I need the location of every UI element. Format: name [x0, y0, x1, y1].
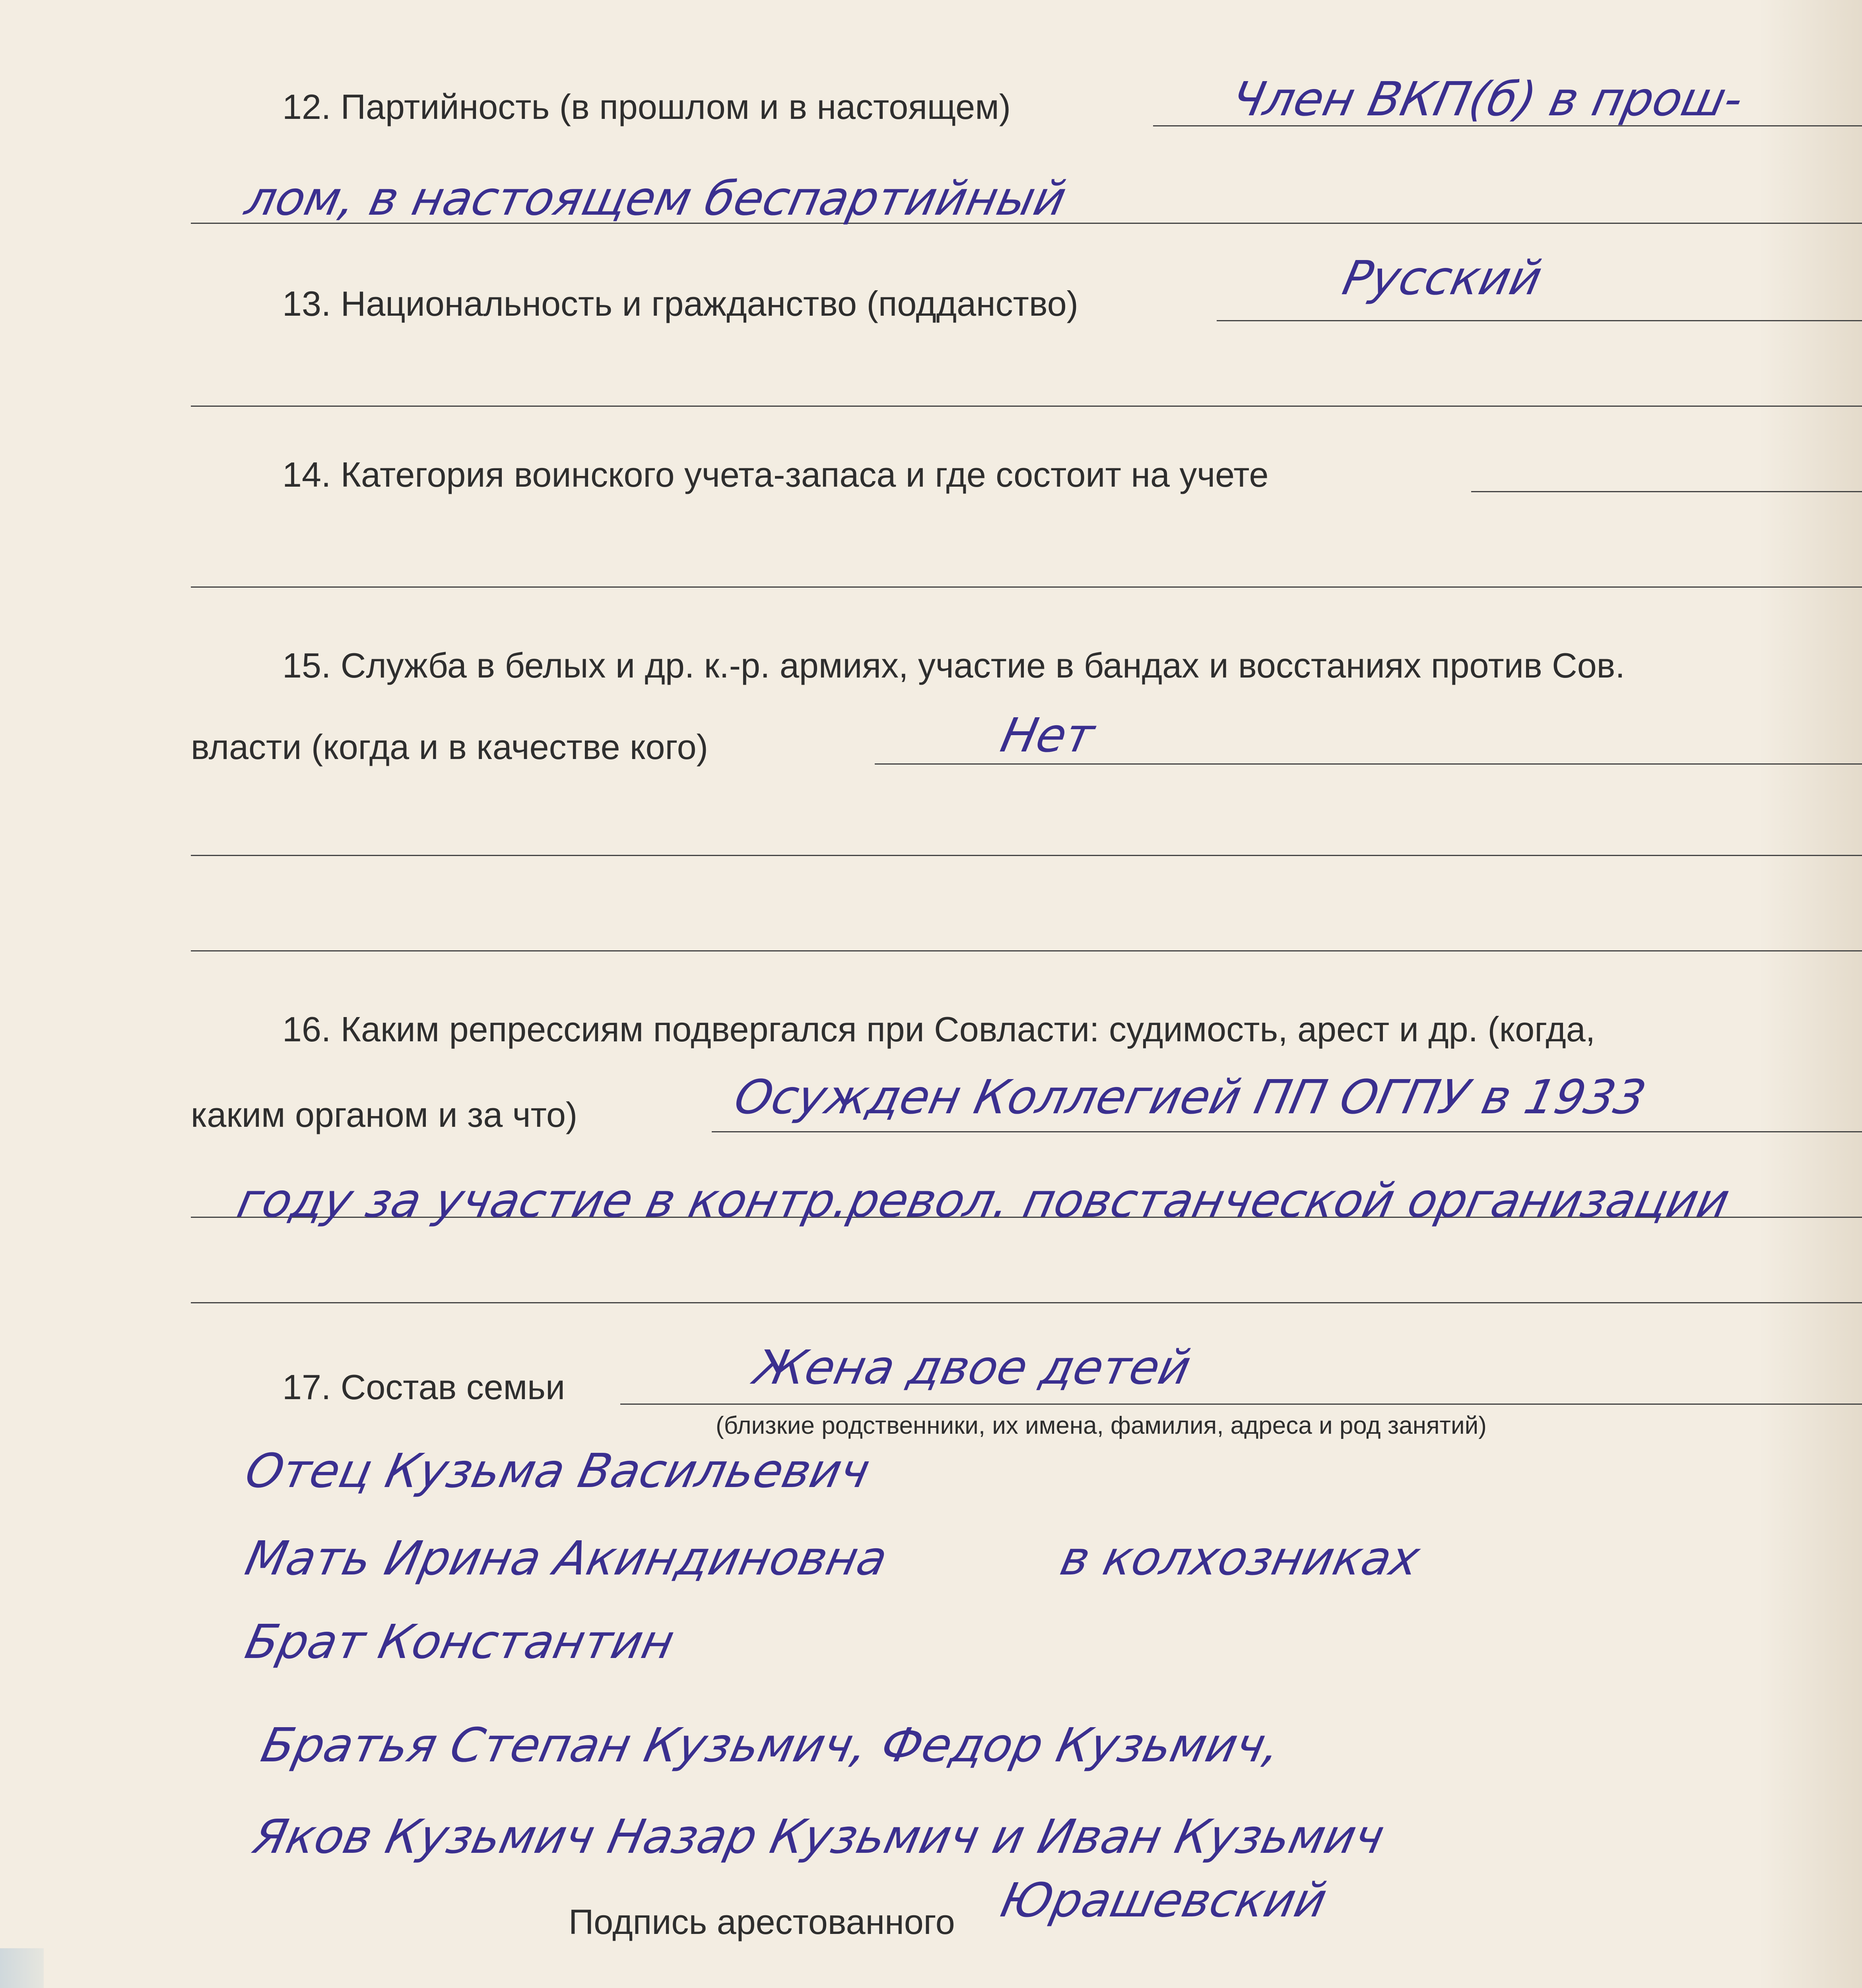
q14-label: 14. Категория воинского учета-запаса и где состоит на учете	[282, 455, 1269, 494]
q12-answer-2: лом, в настоящем беспартийный	[241, 171, 1071, 226]
family-line-4: Братья Степан Кузьмич, Федор Кузьмич,	[256, 1718, 1285, 1773]
q12-label: 12. Партийность (в прошлом и в настоящем)	[282, 87, 1011, 126]
q16-label-2: каким органом и за что)	[191, 1095, 578, 1134]
q16-line-3	[191, 1302, 1862, 1303]
q17-line	[620, 1404, 1862, 1405]
q15-answer: Нет	[996, 708, 1099, 763]
q16-answer-2: году за участие в контр.револ. повстанческой организации	[233, 1173, 1734, 1228]
q13-line-2	[191, 406, 1862, 407]
q13-label: 13. Национальность и гражданство (подданство)	[282, 284, 1078, 323]
q17-label: 17. Состав семьи	[282, 1367, 565, 1407]
background-edge-left	[0, 1948, 44, 1988]
family-line-3: Брат Константин	[241, 1614, 679, 1669]
q14-line-2	[191, 586, 1862, 588]
q15-label-1: 15. Служба в белых и др. к.-р. армиях, участие в бандах и восстаниях против Сов.	[282, 646, 1625, 685]
q13-answer: Русский	[1338, 250, 1547, 305]
family-brace-note: в колхозниках	[1056, 1531, 1425, 1586]
arrested-signature-label: Подпись арестованного	[569, 1902, 955, 1941]
q16-line	[712, 1131, 1862, 1132]
q15-line-2	[191, 855, 1862, 856]
q16-answer-1: Осужден Коллегией ПП ОГПУ в 1933	[730, 1070, 1651, 1124]
q12-answer-1: Член ВКП(б) в прош-	[1227, 72, 1748, 126]
family-line-2: Мать Ирина Акиндиновна	[241, 1531, 892, 1586]
page-shadow-right	[1759, 0, 1862, 1988]
q17-answer: Жена двое детей	[749, 1340, 1196, 1395]
q15-line	[875, 763, 1862, 765]
q17-caption: (близкие родственники, их имена, фамилия, адреса и род занятий)	[716, 1412, 1487, 1439]
q16-label-1: 16. Каким репрессиям подвергался при Совласти: судимость, арест и др. (когда,	[282, 1010, 1596, 1049]
family-line-1: Отец Кузьма Васильевич	[241, 1443, 875, 1498]
q14-line	[1471, 491, 1862, 492]
q15-label-2: власти (когда и в качестве кого)	[191, 727, 708, 767]
q13-line	[1217, 320, 1862, 321]
q15-line-3	[191, 950, 1862, 951]
arrested-signature: Юрашевский	[996, 1873, 1332, 1928]
family-line-5: Яков Кузьмич Назар Кузьмич и Иван Кузьмич	[249, 1809, 1389, 1864]
